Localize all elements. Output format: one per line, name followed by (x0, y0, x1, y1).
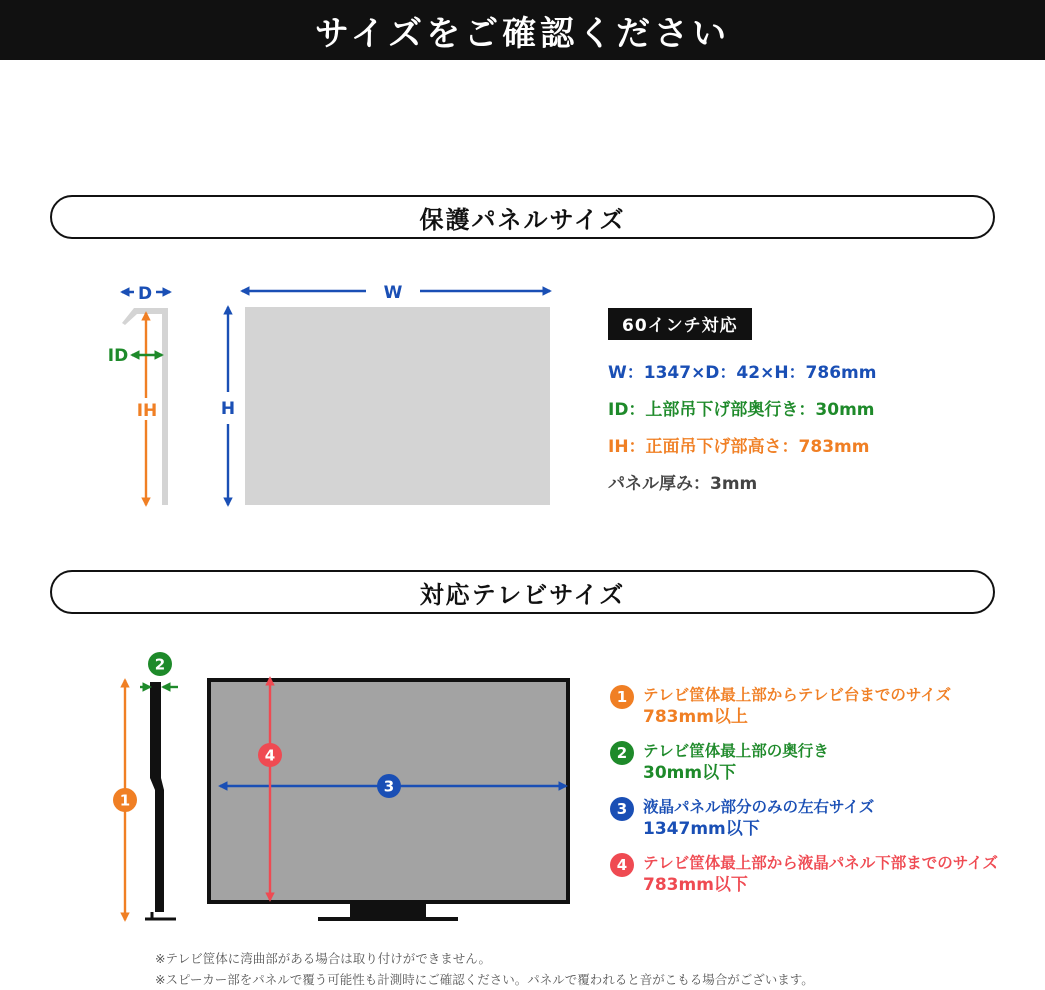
page-title-banner (0, 0, 1045, 60)
legend-title-1: テレビ筐体最上部からテレビ台までのサイズ (643, 686, 952, 704)
tv-stand-foot (318, 917, 458, 921)
footnotes (155, 948, 814, 990)
svg-text:3: 3 (383, 777, 395, 796)
section-title-tv-size-text: 対応テレビサイズ (419, 580, 626, 609)
legend-marker-1: 1 (610, 685, 634, 709)
tv-side-profile (150, 682, 164, 912)
legend-marker-4: 4 (610, 853, 634, 877)
legend-value-2: 30mm以下 (643, 763, 737, 783)
tv-legend (610, 684, 1040, 908)
svg-text:4: 4 (264, 746, 276, 765)
legend-title-4: テレビ筐体最上部から液晶パネル下部までのサイズ (643, 854, 998, 872)
legend-value-3: 1347mm以下 (643, 819, 760, 839)
legend-value-1: 783mm以上 (643, 707, 748, 727)
panel-front-rect (245, 307, 550, 505)
page-title: サイズをご確認ください (314, 13, 731, 54)
footnote-1: ※テレビ筐体に湾曲部がある場合は取り付けができません。 (155, 951, 491, 966)
section-title-tv-size (50, 570, 995, 614)
label-id: ID (107, 346, 129, 366)
legend-title-3: 液晶パネル部分のみの左右サイズ (643, 798, 875, 816)
spec-dimensions: W：1347×D：42×H：786mm (608, 363, 877, 383)
label-d: D (137, 284, 153, 304)
svg-text:1: 1 (119, 791, 131, 810)
legend-item-2 (610, 740, 1040, 784)
label-ih: IH (136, 401, 158, 421)
legend-item-3 (610, 796, 1040, 840)
panel-front-diagram (210, 280, 560, 510)
svg-text:2: 2 (154, 655, 166, 674)
legend-marker-2: 2 (610, 741, 634, 765)
legend-value-4: 783mm以下 (643, 875, 748, 895)
size-badge: 60インチ対応 (608, 308, 752, 340)
tv-stand-neck (350, 904, 426, 917)
footnote-2: ※スピーカー部をパネルで覆う可能性も計測時にご確認ください。パネルで覆われると音がこもる場合がございます。 (155, 972, 814, 987)
label-w: W (383, 283, 403, 303)
legend-item-4 (610, 852, 1040, 896)
legend-title-2: テレビ筐体最上部の奥行き (643, 742, 829, 760)
spec-inner-depth: ID：上部吊下げ部奥行き：30mm (608, 400, 875, 420)
tv-side-diagram (100, 650, 190, 925)
section-title-panel-size-text: 保護パネルサイズ (419, 205, 626, 234)
spec-inner-height: IH：正面吊下げ部高さ：783mm (608, 437, 870, 457)
panel-side-diagram (100, 280, 180, 520)
legend-item-1 (610, 684, 1040, 728)
label-h: H (220, 399, 236, 419)
spec-thickness: パネル厚み：3mm (608, 474, 758, 494)
section-title-panel-size (50, 195, 995, 239)
tv-front-diagram (200, 670, 580, 930)
legend-marker-3: 3 (610, 797, 634, 821)
panel-spec-block (608, 308, 1028, 494)
